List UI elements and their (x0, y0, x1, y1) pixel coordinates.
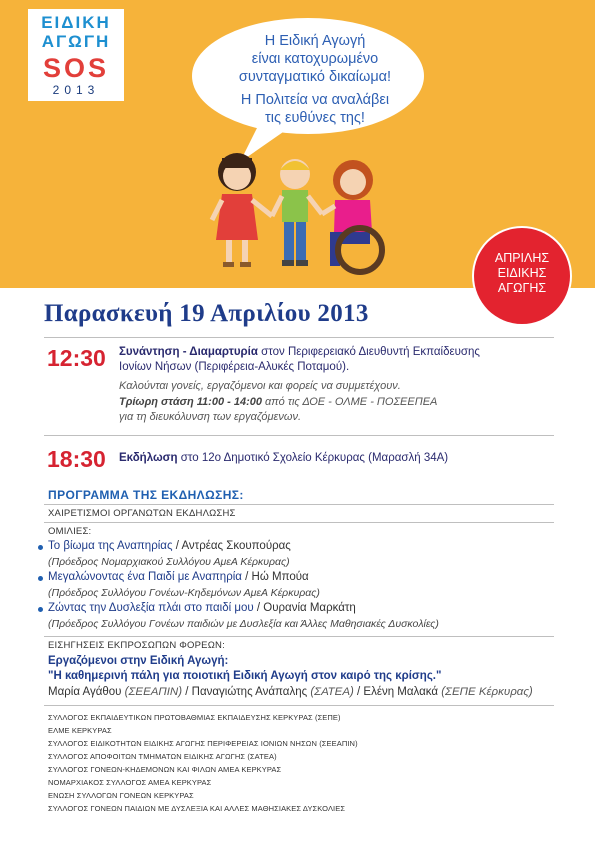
rep2-name: / Παναγιώτης Ανάπαλης (182, 686, 311, 698)
talk1 (48, 540, 291, 552)
event1-note3: για τη διευκόλυνση των εργαζόμενων. (119, 411, 302, 423)
organizer-4: ΣΥΛΛΟΓΟΣ ΑΠΟΦΟΙΤΩΝ ΤΜΗΜΑΤΩΝ ΕΙΔΙΚΗΣ ΑΓΩΓΗΣ (ΣΑΤΕΑ) (48, 752, 277, 761)
event1-text-b: Ιονίων Νήσων (Περιφέρεια-Αλυκές Ποταμού). (119, 361, 350, 373)
rep1-org: (ΣΕΕΑΠΙΝ) (124, 686, 183, 698)
april-badge (474, 228, 570, 324)
event2-time: 18:30 (47, 446, 106, 472)
talk1-role: (Πρόεδρος Νομαρχιακού Συλλόγου ΑμεΑ Κέρκυρας) (48, 556, 290, 568)
event1-text-a: στον Περιφερειακό Διευθυντή Εκπαίδευσης (257, 346, 480, 358)
divider (44, 337, 554, 338)
divider (44, 636, 554, 637)
organizer-1: ΣΥΛΛΟΓΟΣ ΕΚΠΑΙΔΕΥΤΙΚΩΝ ΠΡΩΤΟΒΑΘΜΙΑΣ ΕΚΠΑΙΔΕΥΣΗΣ ΚΕΡΚΥΡΑΣ (ΣΕΠΕ) (48, 713, 341, 722)
rep3-org: (ΣΕΠΕ Κέρκυρας) (441, 686, 533, 698)
divider (44, 705, 554, 706)
rep2-org: (ΣΑΤΕΑ) (310, 686, 354, 698)
talk2-speaker: / Ηώ Μπούα (241, 571, 309, 583)
badge-line3: ΑΓΩΓΗΣ (497, 281, 547, 295)
bullet (38, 576, 43, 581)
event2-title: Εκδήλωση (119, 452, 178, 464)
event2-text: στο 12ο Δημοτικό Σχολείο Κέρκυρας (Μαρασλή 34Α) (177, 452, 449, 464)
event1-line1 (119, 346, 480, 358)
talk2-title: Μεγαλώνοντας ένα Παιδί με Αναπηρία (48, 571, 242, 583)
talk3-role: (Πρόεδρος Συλλόγου Γονέων παιδιών με Δυσλεξία και Άλλες Μαθησιακές Δυσκολίες) (48, 618, 439, 630)
logo-year: 2013 (52, 83, 100, 97)
event1-note2 (119, 396, 437, 408)
talk2 (48, 571, 309, 583)
divider (44, 522, 554, 523)
rep1-name: Μαρία Αγάθου (48, 686, 125, 698)
divider (44, 504, 554, 505)
program-greetings: ΧΑΙΡΕΤΙΣΜΟΙ ΟΡΓΑΝΩΤΩΝ ΕΚΔΗΛΩΣΗΣ (48, 508, 236, 519)
talk2-role: (Πρόεδρος Συλλόγου Γονέων-Κηδεμόνων ΑμεΑ Κέρκυρας) (48, 587, 320, 599)
event1-note1: Καλούνται γονείς, εργαζόμενοι και φορείς να συμμετέχουν. (119, 380, 401, 392)
date-heading: Παρασκευή 19 Απριλίου 2013 (44, 300, 369, 327)
organizer-2: ΕΛΜΕ ΚΕΡΚΥΡΑΣ (48, 726, 112, 735)
organizer-3: ΣΥΛΛΟΓΟΣ ΕΙΔΙΚΟΤΗΤΩΝ ΕΙΔΙΚΗΣ ΑΓΩΓΗΣ ΠΕΡΙΦΕΡΕΙΑΣ ΙΟΝΙΩΝ ΝΗΣΩΝ (ΣΕΕΑΠΙΝ) (48, 739, 358, 748)
organizer-8: ΣΥΛΛΟΓΟΣ ΓΟΝΕΩΝ ΠΑΙΔΙΩΝ ΜΕ ΔΥΣΛΕΞΙΑ ΚΑΙ ΑΛΛΕΣ ΜΑΘΗΣΙΑΚΕΣ ΔΥΣΚΟΛΙΕΣ (48, 804, 346, 813)
event1-note2-rest: από τις ΔΟΕ - ΟΛΜΕ - ΠΟΣΕΕΠΕΑ (261, 396, 438, 408)
talks-label: ΟΜΙΛΙΕΣ: (48, 526, 92, 537)
bubble-line1: Η Ειδική Αγωγή (264, 33, 366, 49)
logo-sos: SOS (42, 53, 110, 83)
talk1-speaker: / Αντρέας Σκουπούρας (172, 540, 291, 552)
rep3-name: / Ελένη Μαλακά (353, 686, 442, 698)
bubble-line3: συνταγματικό δικαίωμα! (238, 69, 392, 85)
event2-line (119, 452, 448, 464)
bubble-line2: είναι κατοχυρωμένο (251, 51, 379, 67)
reps-people (48, 686, 533, 698)
organizer-7: ΕΝΩΣΗ ΣΥΛΛΟΓΩΝ ΓΟΝΕΩΝ ΚΕΡΚΥΡΑΣ (48, 791, 194, 800)
logo (28, 9, 124, 101)
divider (44, 435, 554, 436)
bubble-line4: Η Πολιτεία να αναλάβει (240, 92, 390, 108)
reps-title: Εργαζόμενοι στην Ειδική Αγωγή: (48, 655, 229, 667)
reps-label: ΕΙΣΗΓΗΣΕΙΣ ΕΚΠΡΟΣΩΠΩΝ ΦΟΡΕΩΝ: (48, 640, 225, 651)
logo-line2: ΑΓΩΓΗ (41, 32, 111, 51)
organizer-6: ΝΟΜΑΡΧΙΑΚΟΣ ΣΥΛΛΟΓΟΣ ΑΜΕΑ ΚΕΡΚΥΡΑΣ (48, 778, 212, 787)
bullet (38, 545, 43, 550)
talk3-speaker: / Ουρανία Μαρκάτη (253, 602, 356, 614)
talk1-title: Το βίωμα της Αναπηρίας (48, 540, 173, 552)
reps-quote: "Η καθημερινή πάλη για ποιοτική Ειδική Αγωγή στον καιρό της κρίσης." (48, 670, 442, 682)
logo-line1: ΕΙΔΙΚΗ (41, 13, 111, 32)
talk3-title: Ζώντας την Δυσλεξία πλάι στο παιδί μου (48, 602, 254, 614)
children-illustration (200, 150, 400, 280)
event1-time: 12:30 (47, 345, 106, 371)
organizer-5: ΣΥΛΛΟΓΟΣ ΓΟΝΕΩΝ-ΚΗΔΕΜΟΝΩΝ ΚΑΙ ΦΙΛΩΝ ΑΜΕΑ ΚΕΡΚΥΡΑΣ (48, 765, 282, 774)
badge-line1: ΑΠΡΙΛΗΣ (494, 251, 550, 265)
event1-title: Συνάντηση - Διαμαρτυρία (119, 346, 258, 358)
badge-line2: ΕΙΔΙΚΗΣ (497, 266, 547, 280)
program-heading: ΠΡΟΓΡΑΜΜΑ ΤΗΣ ΕΚΔΗΛΩΣΗΣ: (48, 488, 244, 502)
event1-note2-bold: Τρίωρη στάση 11:00 - 14:00 (119, 396, 262, 408)
bubble-line5: τις ευθύνες της! (265, 110, 365, 126)
talk3 (48, 602, 356, 614)
bullet (38, 607, 43, 612)
